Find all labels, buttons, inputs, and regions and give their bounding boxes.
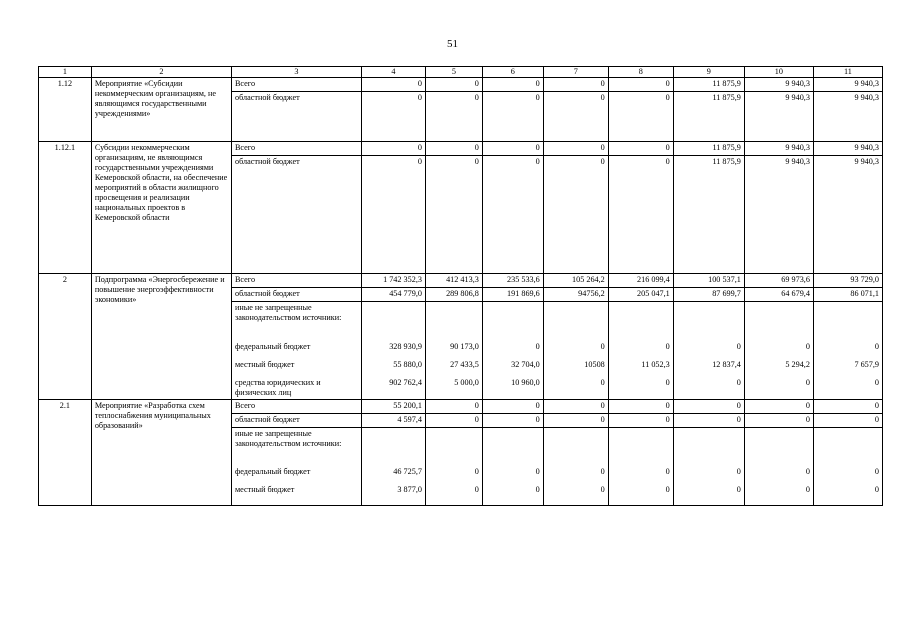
- column-number: 4: [361, 67, 425, 78]
- budget-value: 0: [425, 78, 482, 92]
- budget-value: 412 413,3: [425, 274, 482, 288]
- budget-value: 9 940,3: [744, 156, 813, 274]
- budget-value: 0: [361, 78, 425, 92]
- budget-value: 0: [543, 399, 608, 413]
- page-number: 51: [447, 38, 458, 50]
- budget-value: 0: [482, 399, 543, 413]
- funding-source: иные не запрещенные законодательством источники:: [231, 427, 361, 463]
- budget-value: 0: [744, 413, 813, 427]
- budget-value: 64 679,4: [744, 288, 813, 302]
- budget-value: [361, 427, 425, 463]
- budget-value: 0: [361, 156, 425, 274]
- budget-value: 0: [673, 374, 744, 400]
- item-name: Субсидии некоммерческим организациям, не являющимся государственными учреждениями Кемеровской области, на обеспечение мероприятий в области жилищного просвещения и реализации национальных проектов в Кемеровской области: [91, 142, 231, 274]
- budget-value: 0: [425, 92, 482, 142]
- budget-value: 0: [482, 78, 543, 92]
- budget-value: 0: [673, 399, 744, 413]
- budget-value: [813, 302, 882, 338]
- budget-value: 0: [543, 92, 608, 142]
- budget-value: 1 742 352,3: [361, 274, 425, 288]
- budget-value: [482, 427, 543, 463]
- budget-value: 0: [543, 374, 608, 400]
- column-number: 7: [543, 67, 608, 78]
- budget-value: 0: [673, 338, 744, 356]
- budget-value: 0: [425, 399, 482, 413]
- budget-value: 902 762,4: [361, 374, 425, 400]
- budget-value: [361, 302, 425, 338]
- budget-value: 10508: [543, 356, 608, 374]
- budget-value: 0: [744, 463, 813, 481]
- budget-value: [425, 302, 482, 338]
- budget-value: 93 729,0: [813, 274, 882, 288]
- budget-value: 9 940,3: [813, 156, 882, 274]
- budget-value: 9 940,3: [744, 78, 813, 92]
- budget-value: 0: [482, 463, 543, 481]
- budget-value: 0: [608, 374, 673, 400]
- budget-value: 0: [482, 92, 543, 142]
- budget-value: 0: [543, 338, 608, 356]
- budget-table: [38, 66, 883, 506]
- budget-value: 9 940,3: [744, 92, 813, 142]
- budget-value: 0: [813, 463, 882, 481]
- table-row: [39, 274, 883, 288]
- budget-value: 0: [543, 142, 608, 156]
- budget-value: 0: [425, 156, 482, 274]
- budget-value: 0: [543, 481, 608, 505]
- budget-value: 3 877,0: [361, 481, 425, 505]
- budget-value: 87 699,7: [673, 288, 744, 302]
- budget-value: 0: [608, 399, 673, 413]
- funding-source: иные не запрещенные законодательством источники:: [231, 302, 361, 338]
- budget-value: 0: [425, 463, 482, 481]
- budget-value: 69 973,6: [744, 274, 813, 288]
- column-number: 3: [231, 67, 361, 78]
- budget-value: [744, 302, 813, 338]
- column-number: 9: [673, 67, 744, 78]
- budget-value: 0: [813, 338, 882, 356]
- funding-source: местный бюджет: [231, 481, 361, 505]
- budget-value: 4 597,4: [361, 413, 425, 427]
- funding-source: местный бюджет: [231, 356, 361, 374]
- budget-value: 0: [813, 374, 882, 400]
- budget-value: 0: [608, 338, 673, 356]
- funding-source: областной бюджет: [231, 156, 361, 274]
- budget-value: [425, 427, 482, 463]
- budget-value: 328 930,9: [361, 338, 425, 356]
- budget-value: 0: [608, 463, 673, 481]
- budget-value: 94756,2: [543, 288, 608, 302]
- budget-value: 9 940,3: [813, 92, 882, 142]
- budget-value: 0: [543, 413, 608, 427]
- budget-value: 55 200,1: [361, 399, 425, 413]
- funding-source: Всего: [231, 399, 361, 413]
- item-name: Подпрограмма «Энергосбережение и повышение энергоэффективности экономики»: [91, 274, 231, 400]
- budget-value: 0: [744, 338, 813, 356]
- budget-value: 32 704,0: [482, 356, 543, 374]
- budget-value: 11 875,9: [673, 78, 744, 92]
- budget-value: 0: [608, 78, 673, 92]
- column-number: 2: [91, 67, 231, 78]
- budget-value: 11 875,9: [673, 156, 744, 274]
- budget-value: 5 294,2: [744, 356, 813, 374]
- item-number: 1.12.1: [39, 142, 92, 274]
- budget-value: 10 960,0: [482, 374, 543, 400]
- funding-source: областной бюджет: [231, 288, 361, 302]
- budget-value: 9 940,3: [813, 78, 882, 92]
- budget-value: 0: [482, 156, 543, 274]
- funding-source: областной бюджет: [231, 92, 361, 142]
- budget-value: 0: [425, 142, 482, 156]
- budget-value: 0: [673, 481, 744, 505]
- funding-source: федеральный бюджет: [231, 463, 361, 481]
- budget-value: 0: [482, 481, 543, 505]
- item-number: 2.1: [39, 399, 92, 505]
- budget-value: [813, 427, 882, 463]
- column-number: 11: [813, 67, 882, 78]
- budget-value: 0: [608, 156, 673, 274]
- item-name: Мероприятие «Субсидии некоммерческим организациям, не являющимся государственными учреждениями»: [91, 78, 231, 142]
- budget-value: 0: [543, 156, 608, 274]
- column-number: 8: [608, 67, 673, 78]
- budget-value: 5 000,0: [425, 374, 482, 400]
- budget-value: 0: [608, 481, 673, 505]
- budget-value: 0: [482, 338, 543, 356]
- column-number-row: [39, 67, 883, 78]
- budget-value: 9 940,3: [744, 142, 813, 156]
- budget-value: [543, 427, 608, 463]
- budget-value: 105 264,2: [543, 274, 608, 288]
- budget-value: 46 725,7: [361, 463, 425, 481]
- budget-value: 0: [543, 463, 608, 481]
- budget-value: 11 052,3: [608, 356, 673, 374]
- budget-value: 205 047,1: [608, 288, 673, 302]
- budget-value: 0: [608, 142, 673, 156]
- budget-value: 0: [744, 399, 813, 413]
- table-row: [39, 399, 883, 413]
- budget-value: 0: [482, 413, 543, 427]
- funding-source: Всего: [231, 274, 361, 288]
- budget-value: 289 806,8: [425, 288, 482, 302]
- budget-value: 0: [744, 374, 813, 400]
- column-number: 5: [425, 67, 482, 78]
- budget-value: 0: [361, 92, 425, 142]
- budget-value: 0: [744, 481, 813, 505]
- table-row: [39, 78, 883, 92]
- table-row: [39, 142, 883, 156]
- budget-value: [673, 427, 744, 463]
- item-name: Мероприятие «Разработка схем теплоснабжения муниципальных образований»: [91, 399, 231, 505]
- budget-value: 11 875,9: [673, 92, 744, 142]
- funding-source: федеральный бюджет: [231, 338, 361, 356]
- item-number: 1.12: [39, 78, 92, 142]
- budget-value: [482, 302, 543, 338]
- budget-value: 0: [425, 413, 482, 427]
- budget-value: 55 880,0: [361, 356, 425, 374]
- budget-value: [543, 302, 608, 338]
- budget-value: 0: [673, 463, 744, 481]
- budget-value: [744, 427, 813, 463]
- budget-value: 0: [425, 481, 482, 505]
- budget-value: 0: [813, 399, 882, 413]
- budget-value: 235 533,6: [482, 274, 543, 288]
- column-number: 10: [744, 67, 813, 78]
- budget-value: 0: [673, 413, 744, 427]
- budget-value: 86 071,1: [813, 288, 882, 302]
- budget-value: 0: [608, 413, 673, 427]
- column-number: 1: [39, 67, 92, 78]
- budget-value: 11 875,9: [673, 142, 744, 156]
- budget-value: 7 657,9: [813, 356, 882, 374]
- budget-value: 0: [813, 481, 882, 505]
- budget-value: 0: [361, 142, 425, 156]
- budget-value: 12 837,4: [673, 356, 744, 374]
- budget-value: [608, 302, 673, 338]
- funding-source: Всего: [231, 78, 361, 92]
- budget-value: 454 779,0: [361, 288, 425, 302]
- budget-value: 9 940,3: [813, 142, 882, 156]
- column-number: 6: [482, 67, 543, 78]
- budget-value: 0: [813, 413, 882, 427]
- funding-source: средства юридических и физических лиц: [231, 374, 361, 400]
- item-number: 2: [39, 274, 92, 400]
- budget-value: 0: [608, 92, 673, 142]
- budget-value: 0: [543, 78, 608, 92]
- budget-value: 27 433,5: [425, 356, 482, 374]
- budget-value: 216 099,4: [608, 274, 673, 288]
- funding-source: Всего: [231, 142, 361, 156]
- budget-value: 100 537,1: [673, 274, 744, 288]
- budget-value: [608, 427, 673, 463]
- funding-source: областной бюджет: [231, 413, 361, 427]
- budget-value: 90 173,0: [425, 338, 482, 356]
- budget-value: 0: [482, 142, 543, 156]
- budget-value: [673, 302, 744, 338]
- budget-value: 191 869,6: [482, 288, 543, 302]
